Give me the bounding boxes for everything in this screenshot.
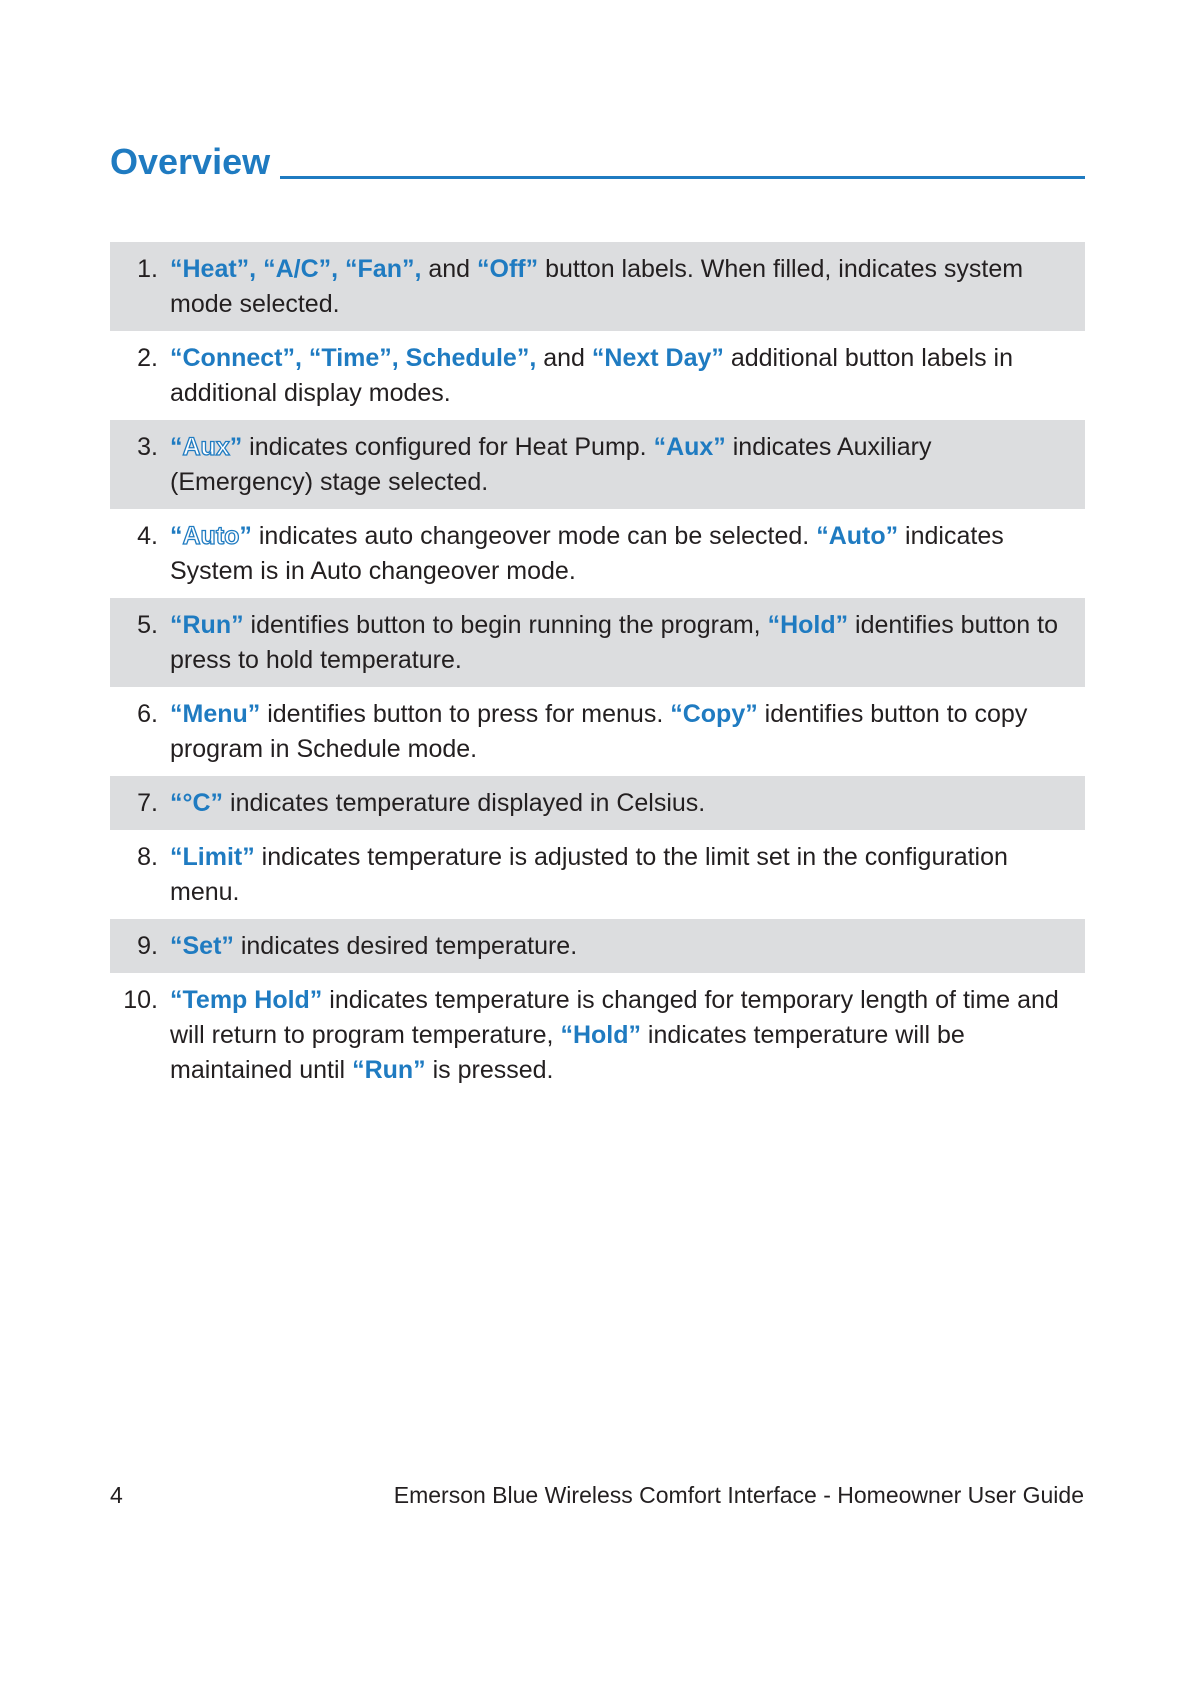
button-label-keyword: “Set” bbox=[170, 932, 234, 960]
text-segment: identifies button to begin running the program, bbox=[243, 611, 768, 639]
button-label-keyword: “ bbox=[170, 522, 183, 550]
item-number: 9. bbox=[137, 932, 158, 960]
button-label-keyword: “Run” bbox=[352, 1056, 426, 1084]
list-item bbox=[110, 830, 1085, 919]
list-item bbox=[110, 919, 1085, 973]
item-number: 5. bbox=[137, 611, 158, 639]
item-text bbox=[170, 843, 1008, 906]
section-header bbox=[110, 142, 1085, 182]
text-segment: indicates temperature will be maintained until bbox=[170, 1021, 965, 1084]
list-item bbox=[110, 331, 1085, 420]
list-item bbox=[110, 420, 1085, 509]
button-label-keyword: “Connect”, “Time”, Schedule”, bbox=[170, 344, 537, 372]
item-number: 4. bbox=[137, 522, 158, 550]
item-number: 8. bbox=[137, 843, 158, 871]
text-segment: is pressed. bbox=[425, 1056, 554, 1084]
button-label-keyword: “°C” bbox=[170, 789, 224, 817]
item-number: 1. bbox=[137, 255, 158, 283]
item-text bbox=[170, 700, 1027, 763]
list-item bbox=[110, 598, 1085, 687]
button-label-keyword: ” bbox=[229, 433, 243, 461]
item-text bbox=[170, 789, 705, 817]
button-label-keyword: “Aux” bbox=[653, 433, 726, 461]
text-segment: indicates temperature is changed for temporary length of time and will return to program temperature, bbox=[170, 986, 1059, 1049]
button-label-keyword: “Copy” bbox=[670, 700, 758, 728]
button-label-keyword: “Heat”, “A/C”, “Fan”, bbox=[170, 255, 422, 283]
item-number: 10. bbox=[123, 986, 158, 1014]
button-label-keyword: “Menu” bbox=[170, 700, 261, 728]
list-item bbox=[110, 776, 1085, 830]
button-label-keyword: “Temp Hold” bbox=[170, 986, 323, 1014]
item-text bbox=[170, 611, 1058, 674]
text-segment: indicates configured for Heat Pump. bbox=[242, 433, 654, 461]
button-label-keyword: “Run” bbox=[170, 611, 244, 639]
item-number: 3. bbox=[137, 433, 158, 461]
item-text bbox=[170, 522, 1004, 585]
item-number: 7. bbox=[137, 789, 158, 817]
text-segment: and bbox=[536, 344, 592, 372]
text-segment: additional button labels in additional display modes. bbox=[170, 344, 1013, 407]
item-text bbox=[170, 344, 1013, 407]
button-label-keyword: “Next Day” bbox=[591, 344, 724, 372]
text-segment: button labels. When filled, indicates system mode selected. bbox=[170, 255, 1024, 318]
text-segment: indicates temperature is adjusted to the limit set in the configuration menu. bbox=[170, 843, 1008, 906]
button-label-keyword: “Hold” bbox=[560, 1021, 641, 1049]
text-segment: indicates Auxiliary (Emergency) stage selected. bbox=[170, 433, 932, 496]
document-title: Emerson Blue Wireless Comfort Interface - Homeowner User Guide bbox=[393, 1482, 1084, 1508]
text-segment: identifies button to press for menus. bbox=[260, 700, 671, 728]
text-segment: identifies button to copy program in Schedule mode. bbox=[170, 700, 1028, 763]
text-segment: identifies button to press to hold temperature. bbox=[170, 611, 1058, 674]
text-segment: indicates System is in Auto changeover mode. bbox=[170, 522, 1004, 585]
item-number: 6. bbox=[137, 700, 158, 728]
button-label-keyword: “Auto” bbox=[816, 522, 899, 550]
button-label-keyword: “Off” bbox=[477, 255, 539, 283]
button-label-keyword: “Hold” bbox=[767, 611, 849, 639]
text-segment: indicates auto changeover mode can be selected. bbox=[251, 522, 817, 550]
list-item bbox=[110, 687, 1085, 776]
text-segment: indicates temperature displayed in Celsius. bbox=[223, 789, 706, 817]
list-item bbox=[110, 242, 1085, 331]
text-segment: and bbox=[421, 255, 478, 283]
item-text bbox=[170, 433, 931, 496]
item-text bbox=[170, 932, 577, 960]
list-item bbox=[110, 973, 1085, 1097]
text-segment: indicates desired temperature. bbox=[233, 932, 578, 960]
item-number: 2. bbox=[137, 344, 158, 372]
button-label-keyword: “Limit” bbox=[170, 843, 255, 871]
item-text bbox=[170, 986, 1059, 1084]
page-number: 4 bbox=[110, 1482, 123, 1508]
list-item bbox=[110, 509, 1085, 598]
page-title: Overview bbox=[110, 141, 271, 182]
outlined-label: Aux bbox=[182, 433, 230, 461]
heading-rule bbox=[280, 176, 1085, 179]
outlined-label: Auto bbox=[182, 522, 240, 550]
overview-list bbox=[110, 242, 1085, 1097]
button-label-keyword: “ bbox=[170, 433, 183, 461]
item-text bbox=[170, 255, 1023, 318]
button-label-keyword: ” bbox=[239, 522, 252, 550]
